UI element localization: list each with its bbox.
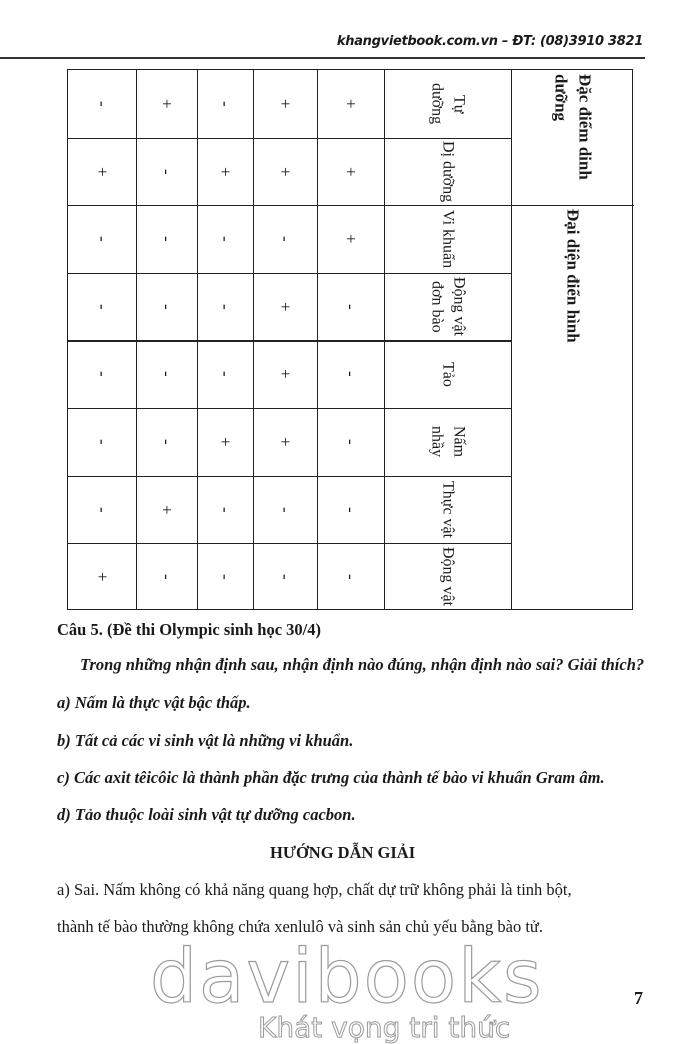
header-rule (0, 57, 645, 59)
row-label: Động vật đơn bào (428, 277, 468, 337)
rotated-nutrition-table (67, 69, 633, 610)
plus-mark: + (93, 572, 112, 582)
table-cell (136, 273, 197, 341)
row-label-cell (384, 476, 511, 544)
group-header: Đặc điểm dinh dưỡng (551, 74, 595, 180)
table-cell (136, 408, 197, 476)
minus-mark: - (341, 574, 361, 580)
row-label-cell (384, 543, 511, 611)
table-cell (68, 138, 136, 206)
row-label-cell (384, 340, 511, 408)
table-cell (68, 273, 136, 341)
plus-mark: + (276, 301, 295, 312)
question-item-a: a) Nấm là thực vật bậc thấp. (57, 693, 251, 712)
minus-mark: - (341, 303, 361, 310)
table-cell (317, 408, 384, 476)
table-cell (68, 408, 136, 476)
question-title: Câu 5. (Đề thi Olympic sinh học 30/4) (57, 620, 322, 639)
table-cell (317, 70, 384, 138)
table-cell (197, 408, 253, 476)
plus-mark: + (276, 369, 295, 379)
row-label-cell (384, 205, 511, 273)
minus-mark: - (157, 574, 177, 580)
minus-mark: - (93, 100, 112, 107)
minus-mark: - (93, 236, 112, 242)
row-label-cell (384, 70, 511, 138)
minus-mark: - (216, 236, 235, 242)
table-cell (253, 340, 317, 408)
table-cell (136, 340, 197, 408)
table-cell (197, 205, 253, 273)
table-cell (136, 138, 197, 206)
table-cell (197, 138, 253, 206)
row-label-cell (384, 138, 511, 206)
table-cell (68, 476, 136, 544)
plus-mark: + (341, 99, 361, 109)
minus-mark: - (341, 438, 361, 445)
question-item-c: c) Các axit têicôic là thành phần đặc trưng của thành tế bào vi khuẩn Gram âm. (57, 768, 605, 787)
minus-mark: - (157, 303, 177, 310)
minus-mark: - (157, 438, 177, 445)
question-prompt: Trong những nhận định sau, nhận định nào đúng, nhận định nào sai? Giải thích? (80, 655, 645, 674)
table-cell (136, 70, 197, 138)
table-cell (317, 476, 384, 544)
row-label: Động vật (439, 547, 457, 607)
plus-mark: + (93, 166, 112, 177)
group-header: Đại diện điển hình (563, 209, 583, 343)
minus-mark: - (276, 236, 295, 242)
plus-mark: + (276, 437, 295, 447)
minus-mark: - (157, 371, 177, 378)
minus-mark: - (93, 371, 112, 378)
table-cell (68, 543, 136, 611)
table-cell (317, 273, 384, 341)
group-header-cell (511, 70, 634, 205)
table-cell (197, 273, 253, 341)
minus-mark: - (216, 371, 235, 378)
watermark-brand: davibooks (150, 934, 544, 1020)
table-cell (253, 543, 317, 611)
table-cell (197, 476, 253, 544)
table-cell (253, 476, 317, 544)
row-label: Tự dưỡng (428, 83, 468, 125)
table-cell (68, 205, 136, 273)
table-cell (197, 70, 253, 138)
row-label-cell (384, 408, 511, 476)
minus-mark: - (157, 168, 177, 175)
page-number: 7 (634, 988, 643, 1008)
table-cell (136, 543, 197, 611)
minus-mark: - (93, 303, 112, 310)
plus-mark: + (216, 166, 235, 177)
table-cell (317, 138, 384, 206)
row-label: Nấm nhầy (428, 426, 468, 458)
table-cell (253, 70, 317, 138)
minus-mark: - (93, 506, 112, 513)
table-cell (317, 205, 384, 273)
minus-mark: - (341, 371, 361, 378)
minus-mark: - (216, 100, 235, 107)
question-item-b: b) Tất cả các vi sinh vật là những vi khuẩn. (57, 731, 354, 750)
plus-mark: + (276, 166, 295, 177)
page-header: khangvietbook.com.vn – ĐT: (08)3910 3821 (336, 34, 643, 49)
table-cell (197, 543, 253, 611)
minus-mark: - (216, 303, 235, 310)
table-cell (253, 273, 317, 341)
row-label: Thực vật (439, 480, 457, 538)
plus-mark: + (216, 437, 235, 447)
row-label: Tảo (439, 361, 457, 387)
table-cell (136, 476, 197, 544)
answer-heading: HƯỚNG DẪN GIẢI (270, 843, 416, 862)
minus-mark: - (341, 506, 361, 513)
row-label-cell (384, 273, 511, 341)
answer-line-2: thành tế bào thường không chứa xenlulô và sinh sản chủ yếu bằng bào tử. (57, 917, 543, 936)
minus-mark: - (216, 506, 235, 513)
minus-mark: - (93, 438, 112, 445)
answer-line-1: a) Sai. Nấm không có khả năng quang hợp, chất dự trữ không phải là tinh bột, (57, 880, 572, 899)
question-item-d: d) Tảo thuộc loài sinh vật tự dưỡng cacbon. (57, 805, 356, 824)
table-cell (253, 408, 317, 476)
plus-mark: + (157, 504, 177, 515)
table-cell (136, 205, 197, 273)
table-cell (253, 138, 317, 206)
watermark-slogan: Khát vọng tri thức (258, 1011, 511, 1044)
group-header-cell (511, 205, 634, 611)
table-cell (197, 340, 253, 408)
plus-mark: + (341, 166, 361, 177)
table-cell (317, 340, 384, 408)
table-cell (317, 543, 384, 611)
plus-mark: + (341, 234, 361, 244)
table-cell (253, 205, 317, 273)
minus-mark: - (157, 236, 177, 242)
plus-mark: + (157, 99, 177, 109)
plus-mark: + (276, 99, 295, 109)
row-label: Vi khuẩn (439, 209, 457, 269)
table-cell (68, 340, 136, 408)
minus-mark: - (216, 574, 235, 580)
minus-mark: - (276, 506, 295, 513)
row-label: Dị dưỡng (439, 140, 457, 202)
table-cell (68, 70, 136, 138)
minus-mark: - (276, 574, 295, 580)
